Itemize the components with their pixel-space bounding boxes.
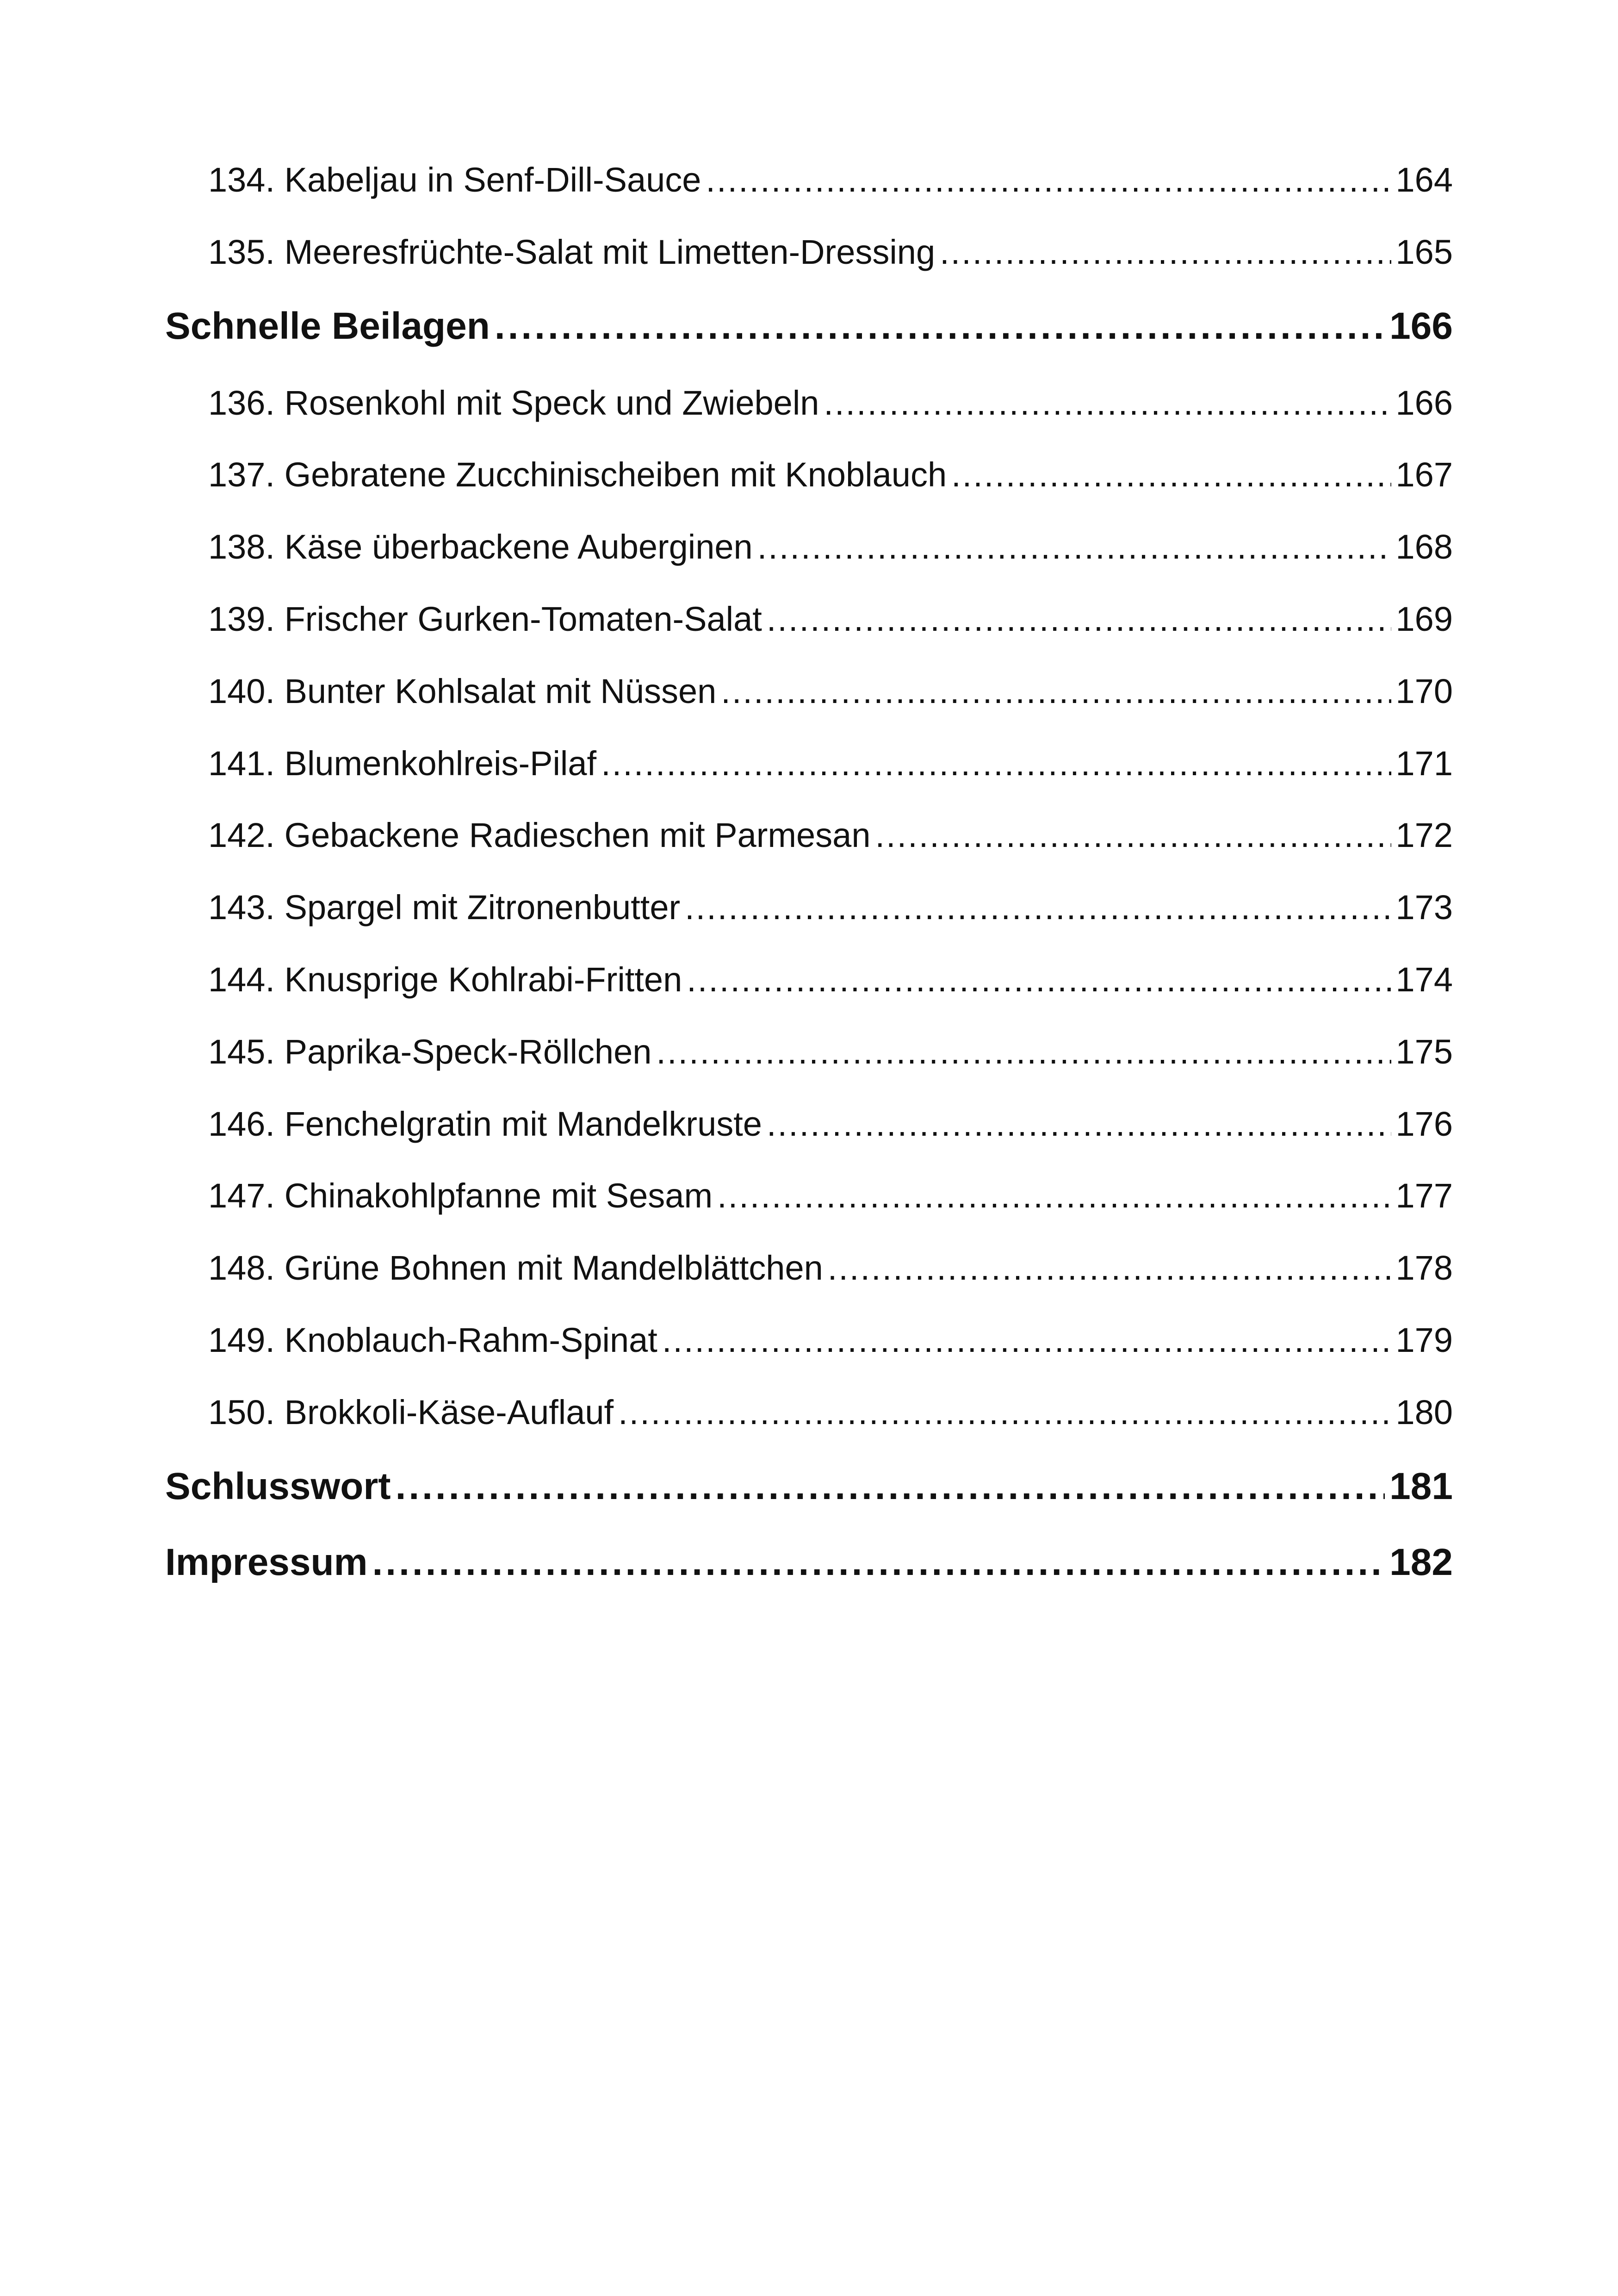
dot-leader	[824, 383, 1391, 423]
toc-entry-page: 168	[1395, 528, 1453, 566]
toc-section-title: Schlusswort	[165, 1465, 391, 1507]
dot-leader	[721, 672, 1391, 711]
toc-entry[interactable]	[165, 815, 1453, 888]
toc-entry-page: 166	[1395, 383, 1453, 422]
dot-leader	[396, 1465, 1385, 1508]
toc-section-heading[interactable]	[165, 1541, 1453, 1617]
toc-entry-page: 165	[1395, 232, 1453, 271]
dot-leader	[706, 160, 1391, 199]
dot-leader	[757, 527, 1391, 566]
toc-entry-title: 150. Brokkoli-Käse-Auflauf	[208, 1393, 614, 1431]
toc-entry[interactable]	[165, 1248, 1453, 1320]
toc-entry-title: 146. Fenchelgratin mit Mandelkruste	[208, 1104, 762, 1143]
toc-entry-page: 177	[1395, 1176, 1453, 1215]
dot-leader	[951, 455, 1391, 494]
toc-entry[interactable]	[165, 160, 1453, 232]
dot-leader	[372, 1541, 1385, 1584]
toc-entry[interactable]	[165, 232, 1453, 305]
dot-leader	[717, 1176, 1391, 1215]
toc-entry-title: 141. Blumenkohlreis-Pilaf	[208, 744, 597, 783]
toc-entry-page: 173	[1395, 888, 1453, 927]
dot-leader	[495, 305, 1385, 348]
toc-entry-title: 149. Knoblauch-Rahm-Spinat	[208, 1320, 657, 1359]
toc-entry[interactable]	[165, 527, 1453, 599]
toc-entry-title: 140. Bunter Kohlsalat mit Nüssen	[208, 672, 717, 710]
toc-entry-title: 143. Spargel mit Zitronenbutter	[208, 888, 681, 927]
toc-section-page: 166	[1389, 305, 1453, 347]
toc-entry[interactable]	[165, 960, 1453, 1032]
toc-entry-page: 178	[1395, 1249, 1453, 1288]
toc-entry[interactable]	[165, 1104, 1453, 1176]
dot-leader	[940, 232, 1391, 272]
toc-entry-page: 179	[1395, 1320, 1453, 1359]
toc-entry-title: 148. Grüne Bohnen mit Mandelblättchen	[208, 1249, 823, 1288]
toc-entry[interactable]	[165, 455, 1453, 527]
toc-entry-title: 136. Rosenkohl mit Speck und Zwiebeln	[208, 383, 819, 422]
toc-entry[interactable]	[165, 599, 1453, 672]
toc-section-page: 182	[1389, 1541, 1453, 1583]
toc-entry[interactable]	[165, 672, 1453, 744]
dot-leader	[662, 1320, 1391, 1360]
table-of-contents	[165, 160, 1453, 1617]
toc-entry[interactable]	[165, 1176, 1453, 1248]
dot-leader	[618, 1393, 1391, 1432]
toc-section-heading[interactable]	[165, 305, 1453, 383]
toc-entry-page: 169	[1395, 599, 1453, 638]
toc-entry-page: 170	[1395, 672, 1453, 710]
toc-entry-page: 175	[1395, 1032, 1453, 1071]
toc-entry-page: 172	[1395, 816, 1453, 855]
toc-section-page: 181	[1389, 1465, 1453, 1507]
toc-entry-title: 144. Knusprige Kohlrabi-Fritten	[208, 960, 682, 999]
toc-entry-title: 147. Chinakohlpfanne mit Sesam	[208, 1176, 713, 1215]
toc-entry-page: 180	[1395, 1393, 1453, 1431]
dot-leader	[685, 888, 1391, 927]
toc-entry-page: 171	[1395, 744, 1453, 783]
toc-section-heading[interactable]	[165, 1465, 1453, 1541]
dot-leader	[601, 744, 1391, 783]
dot-leader	[656, 1032, 1391, 1071]
toc-entry-title: 134. Kabeljau in Senf-Dill-Sauce	[208, 161, 701, 199]
dot-leader	[687, 960, 1391, 999]
toc-section-title: Schnelle Beilagen	[165, 305, 490, 347]
toc-entry[interactable]	[165, 1393, 1453, 1465]
toc-entry-page: 164	[1395, 161, 1453, 199]
toc-section-title: Impressum	[165, 1541, 368, 1583]
toc-entry-title: 145. Paprika-Speck-Röllchen	[208, 1032, 652, 1071]
toc-entry-title: 138. Käse überbackene Auberginen	[208, 528, 753, 566]
toc-entry-title: 142. Gebackene Radieschen mit Parmesan	[208, 816, 871, 855]
toc-entry[interactable]	[165, 744, 1453, 816]
dot-leader	[767, 599, 1391, 639]
toc-entry-page: 174	[1395, 960, 1453, 999]
toc-entry-page: 167	[1395, 455, 1453, 494]
toc-entry-page: 176	[1395, 1104, 1453, 1143]
toc-entry-title: 135. Meeresfrüchte-Salat mit Limetten-Dressing	[208, 232, 936, 271]
toc-entry-title: 139. Frischer Gurken-Tomaten-Salat	[208, 599, 762, 638]
toc-entry[interactable]	[165, 383, 1453, 455]
dot-leader	[767, 1104, 1391, 1144]
toc-entry-title: 137. Gebratene Zucchinischeiben mit Knoblauch	[208, 455, 947, 494]
toc-entry[interactable]	[165, 888, 1453, 960]
dot-leader	[828, 1248, 1391, 1288]
toc-entry[interactable]	[165, 1320, 1453, 1393]
dot-leader	[875, 815, 1391, 855]
toc-entry[interactable]	[165, 1032, 1453, 1104]
